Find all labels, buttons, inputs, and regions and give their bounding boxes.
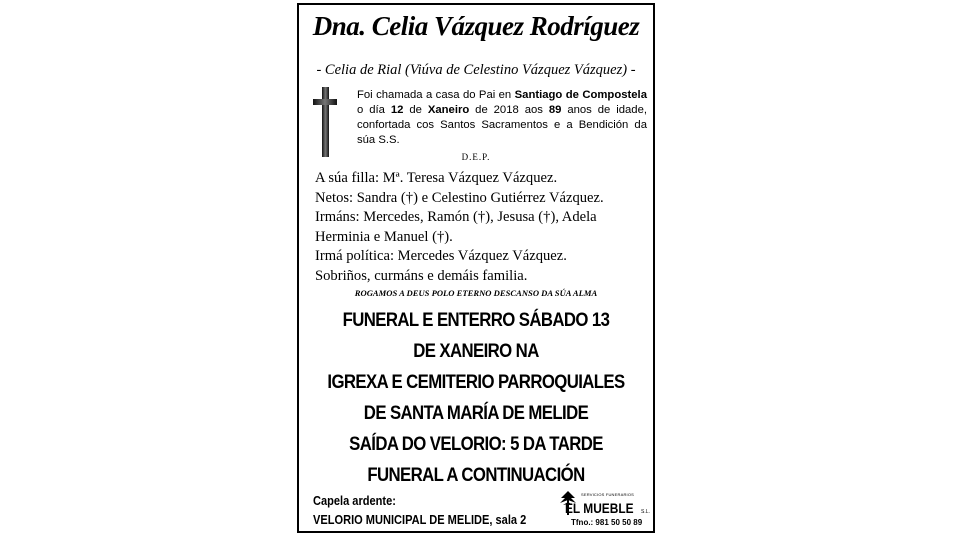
chapel-label: Capela ardente:	[313, 493, 396, 508]
chapel-info	[313, 491, 526, 529]
funeral-line: DE SANTA MARÍA DE MELIDE	[363, 402, 589, 424]
intro-text: Foi chamada a casa do Pai en	[357, 89, 515, 101]
death-announcement	[357, 88, 647, 148]
deceased-name: Dna. Celia Vázquez Rodríguez	[312, 11, 640, 41]
logo-tagline: SERVICIOS FUNERARIOS	[581, 492, 635, 497]
logo-suffix: S.L.	[641, 509, 650, 515]
logo-name: EL MUEBLE	[565, 500, 634, 516]
intro-text: o día	[357, 104, 391, 116]
family-line: Netos: Sandra (†) e Celestino Gutiérrez Vázquez.	[315, 189, 604, 206]
family-line: Irmá política: Mercedes Vázquez Vázquez.	[315, 248, 567, 264]
chapel-place: VELORIO MUNICIPAL DE MELIDE, sala 2	[313, 512, 527, 527]
funeral-line: FUNERAL A CONTINUACIÓN	[367, 464, 585, 486]
family-line: Herminia e Manuel (†).	[315, 228, 453, 245]
death-day: 12	[390, 104, 404, 116]
family-list	[315, 169, 651, 286]
dep-text: D.E.P.	[461, 152, 491, 162]
logo-phone: Tfno.: 981 50 50 89	[571, 518, 643, 527]
death-place: Santiago de Compostela	[514, 89, 647, 101]
funeral-line: IGREXA E CEMITERIO PARROQUIALES	[327, 371, 625, 393]
deceased-subtitle: - Celia de Rial (Viúva de Celestino Vázquez Vázquez) -	[316, 62, 636, 78]
prayer-text: ROGAMOS A DEUS POLO ETERNO DESCANSO DA SÚA ALMA	[354, 288, 598, 298]
family-line: A súa filla: Mª. Teresa Vázquez Vázquez.	[315, 170, 558, 186]
funeral-line: SAÍDA DO VELORIO: 5 DA TARDE	[349, 433, 603, 455]
obituary-notice	[297, 3, 655, 533]
intro-text: de	[403, 104, 428, 116]
family-line: Sobriños, curmáns e demáis familia.	[315, 267, 528, 284]
death-month: Xaneiro	[427, 104, 470, 116]
death-age: 89	[548, 104, 562, 116]
family-line: Irmáns: Mercedes, Ramón (†), Jesusa (†), Adela	[315, 209, 597, 225]
funeral-line: FUNERAL E ENTERRO SÁBADO 13	[342, 309, 610, 331]
cross-icon	[313, 87, 337, 157]
funeral-details	[324, 305, 628, 491]
funeral-line: DE XANEIRO NA	[413, 340, 539, 362]
intro-text: de 2018 aos	[469, 104, 549, 116]
intro-text: anos de idade, confortada cos Santos Sacramentos e a Bendición da súa S.S.	[357, 104, 648, 146]
funeral-home-logo	[551, 489, 651, 531]
